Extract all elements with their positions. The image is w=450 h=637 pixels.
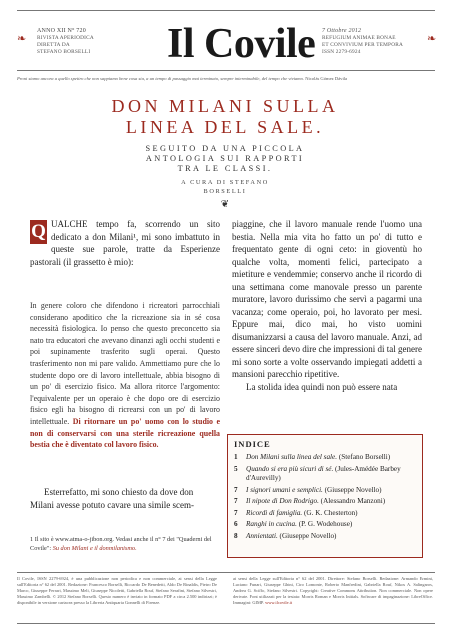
index-author: (Giuseppe Novello) <box>279 531 337 540</box>
masthead-right-line: REFUGIUM ANIMAE BONAE <box>322 35 396 41</box>
masthead-right-line: ISSN 2279-6924 <box>322 49 361 55</box>
index-page: 7 <box>234 497 238 505</box>
index-author: (P. G. Wodehouse) <box>298 520 353 528</box>
colophon-right <box>233 576 433 606</box>
index-title: Il nipote di Don Rodrigo. <box>246 497 319 505</box>
index-entry[interactable] <box>234 453 416 463</box>
masthead-left-line: STEFANO BORSELLI <box>37 49 91 55</box>
footnote-text: 1 Il sito è www.atma-o-jibon.org. Vedasi anche il n° 7 dei "Quaderni del Covile": <box>30 536 212 552</box>
subtitle-line: ANTOLOGIA SUI RAPPORTI <box>145 154 305 163</box>
index-entry[interactable] <box>234 509 416 519</box>
title-line: LINEA DEL SALE. <box>125 117 325 137</box>
masthead-right-line: ET CONVIVIUM PER TEMPORA <box>322 42 403 48</box>
index-title: Don Milani sulla linea del sale. <box>246 453 338 461</box>
index-author: (Stefano Borselli) <box>338 453 391 461</box>
table-of-contents <box>227 434 423 558</box>
index-heading: INDICE <box>234 439 271 449</box>
para-line: Milani avesse potuto cavare una simile scem- <box>30 499 194 510</box>
index-page: 1 <box>234 453 238 461</box>
issue-date: 7 Ottobre 2012 <box>322 28 362 34</box>
index-page: 8 <box>234 531 238 540</box>
drop-cap: Q <box>31 221 46 242</box>
motto-author: Nicolás Gómez Dávila <box>305 76 348 81</box>
quote-text: In genere coloro che difendono i ricreatori parrocchiali considerano apoditico che la ricreazione sia in sé cosa necessità fisiologica. Io penso che questo preconcetto sia nato tra educatori che avevano dinanzi agli occhi studenti e poi supinamente trasferito sugli operai. Questo trasferimento non mi pare valido. Ammettiamo pure che lo studente dopo ore di lavoro intellettuale, abbia bisogno di un po' di esercizio fisico. Ma allora ritorce l'argomento: l'equivalente per un operaio è che dopo ore di esercizio fisico egli ha bisogno di ricrearsi con un po' di lavoro intellettuale. <box>30 301 220 426</box>
index-author: (Giuseppe Novello) <box>324 485 382 494</box>
masthead-left-line: RIVISTA APERIODICA <box>37 35 94 41</box>
quoted-passage <box>30 300 220 451</box>
article-title <box>60 96 390 138</box>
index-entry[interactable] <box>234 465 416 484</box>
right-column <box>232 218 422 393</box>
intro-text: UALCHE tempo fa, scorrendo un sito dedicato a don Milani¹, mi sono imbattuto in queste sue parole, tratte da Esperienze pastorali (il grassetto è mio): <box>30 219 220 267</box>
index-title: Annientati. <box>246 531 278 540</box>
masthead-left-line: DIRETTA DA <box>37 42 70 48</box>
index-author: (Alessandro Manzoni) <box>320 497 386 505</box>
footnote-link[interactable]: Su don Milani e il donmilanismo. <box>52 544 137 552</box>
index-title: I signori umani e semplici. <box>246 485 323 494</box>
masthead-top-rule <box>17 10 435 11</box>
index-author: (Jules-Amédée Barbey d'Aurevilly) <box>246 464 401 482</box>
masthead-right-block <box>322 28 432 56</box>
colophon-right-text: ai sensi della Legge sull'Editoria n° 62 del 2001. Direttore: Stefano Borselli. Redazione: Armando Ermini, Luciano Funari, Giuseppe Ghini, Ciro Lomonte, Roberto Manfredini, Gabriella Rouf, Nikos A. Salingaros, Andrea G. Sciffo, Stefano Silvestri. Copyright: Creative Commons Attribution. Non commerciale. Non opere derivate. Font utilizzati per la testata: Morris Roman e Morris Initials. Software di impaginazione: LibreOffice. Immagini: GIMP. <box>233 576 433 605</box>
index-page: 7 <box>234 508 238 517</box>
index-title: Ranghi in cucina. <box>246 520 297 528</box>
index-page: 5 <box>234 464 238 473</box>
index-entry[interactable] <box>234 520 416 530</box>
second-paragraph <box>30 486 220 511</box>
index-page: 6 <box>234 520 238 528</box>
ornament-right-icon: ❧ <box>427 33 437 45</box>
footnote <box>30 536 220 553</box>
ornament-left-icon: ❧ <box>17 33 27 45</box>
fleuron-icon: ❦ <box>220 199 230 210</box>
index-entry[interactable] <box>234 532 416 542</box>
index-title: Quando si era più sicuri di sé. <box>246 464 334 473</box>
masthead-left-block <box>37 28 117 56</box>
subtitle-line: TRA LE CLASSI. <box>177 164 273 173</box>
para-line: Esterrefatto, mi sono chiesto da dove don <box>44 487 194 497</box>
right-column-text: piaggine, che il lavoro manuale rende l'uomo una bestia. Nella mia vita ho fatto un po' di tutto e frequentato gente di ogni ceto: in gioventù ho qualche volta, momenti felici, partecipato a mietiture e vendemmie; conservo anche il ricordo di una settimana come manovale presso un parente muratore, lavoro durissimo che servì a pagarmi una vacanza; come operaio, poi, ho lavorato per mesi. Eppure mai, dico mai, ho visto uomini disumanizzarsi a causa del lavoro manuale. Anzi, ad essere sinceri devo dire che impressioni di tal genere mi sono sorte a volte osservando impiegati addetti a mansioni parecchio ripetitive. <box>232 219 422 379</box>
intro-paragraph <box>30 218 220 268</box>
issue-number: ANNO XII N° 720 <box>37 28 86 34</box>
index-title: Ricordi di famiglia. <box>246 508 303 517</box>
index-page: 7 <box>234 485 238 494</box>
editor-line: A CURA DI STEFANO <box>181 179 269 186</box>
article-subtitle <box>110 144 340 174</box>
quote-bold-text: Di ritornare un po' uomo con lo studio e non di conservarsi con una sterile ricreazione quella bestia che è diventato col lavoro fisico. <box>30 416 220 450</box>
editor-line: BORSELLI <box>203 188 247 195</box>
colophon <box>17 572 435 624</box>
masthead-motto <box>17 76 435 82</box>
colophon-site-link[interactable]: www.ilcovile.it <box>265 600 293 605</box>
subtitle-line: SEGUITO DA UNA PICCOLA <box>145 144 305 153</box>
index-entry[interactable] <box>234 486 416 496</box>
index-entry[interactable] <box>234 497 416 507</box>
right-column-text-2: La stolida idea quindi non può essere nata <box>246 381 398 392</box>
title-line: DON MILANI SULLA <box>111 96 339 116</box>
motto-text: Proni siamo ancora a quello spettro che non sappiamo bene cosa sia, a un tempo di passaggio mai terminato, sempre interminabile, del tempo che viviamo. <box>17 76 305 81</box>
logo-title: Il Covile <box>167 21 316 67</box>
colophon-left: Il Covile, ISSN 2279-6924, è una pubblicazione non periodica e non commerciale, ai sensi della Legge sull'Editoria n° 62 del 2001. Redazione: Francesco Borselli, Riccardo De Benedetti, Aldo De Rinaldis, Pietro De Marco, Giuseppe Ferrari, Massimo Meli, Giuseppe Nicoletti, Gabriella Rouf, Stefano Serafini, Stefano Silvestri, Massimo Zambelli. © 2012 Stefano Borselli. Questo numero è inviato in formato PDF a circa 2.500 indirizzi; è disponibile in versione cartacea presso la Libreria Antiquaria Gonnelli di Firenze. <box>17 576 217 605</box>
article-editor <box>150 178 300 196</box>
masthead-bottom-rule <box>17 70 435 71</box>
index-author: (G. K. Chesterton) <box>304 508 358 517</box>
masthead <box>17 10 435 74</box>
